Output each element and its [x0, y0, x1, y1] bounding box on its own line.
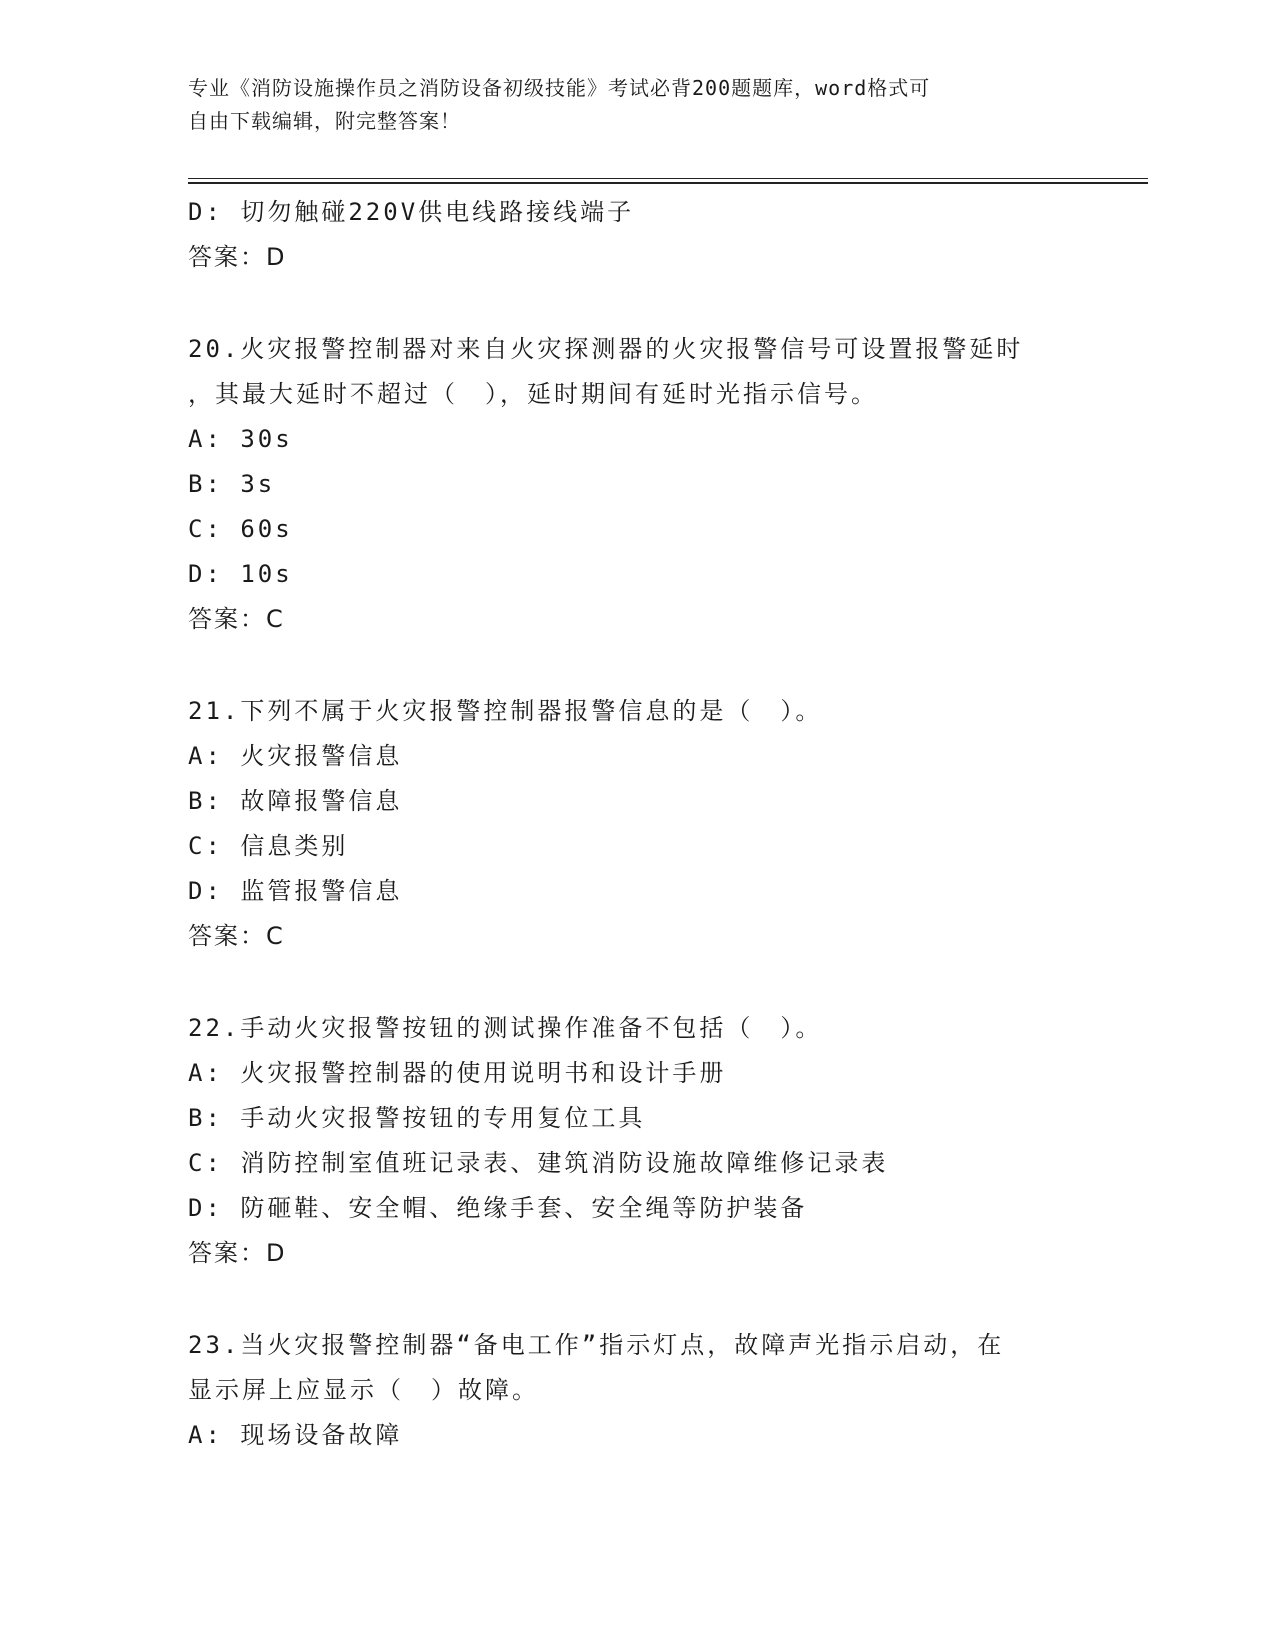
option-a: A: 现场设备故障 — [188, 1421, 403, 1449]
question-stem-line-1: 23.当火灾报警控制器“备电工作”指示灯点，故障声光指示启动，在 — [188, 1331, 1005, 1359]
option-d: D: 监管报警信息 — [188, 877, 403, 905]
question-stem-line-1: 20.火灾报警控制器对来自火灾探测器的火灾报警信号可设置报警延时 — [188, 335, 1024, 363]
option-d: D: 防砸鞋、安全帽、绝缘手套、安全绳等防护装备 — [188, 1194, 808, 1222]
question-22 — [188, 1006, 1088, 1276]
question-stem-line-2: 显示屏上应显示（ ）故障。 — [188, 1376, 539, 1404]
answer: 答案：C — [188, 605, 285, 633]
question-23 — [188, 1323, 1088, 1458]
option-d: D: 10s — [188, 560, 293, 588]
option-a: A: 火灾报警控制器的使用说明书和设计手册 — [188, 1059, 727, 1087]
option-c: C: 信息类别 — [188, 832, 349, 860]
question-21 — [188, 689, 1088, 959]
question-20 — [188, 327, 1088, 642]
option-a: A: 火灾报警信息 — [188, 742, 403, 770]
question-stem-line-2: ，其最大延时不超过（ ），延时期间有延时光指示信号。 — [188, 380, 878, 408]
header-divider-thin — [188, 178, 1148, 179]
answer: 答案：D — [188, 243, 287, 271]
question-stem-line-1: 22.手动火灾报警按钮的测试操作准备不包括（ ）。 — [188, 1014, 823, 1042]
question-list — [188, 190, 1088, 1458]
option-d: D: 切勿触碰220V供电线路接线端子 — [188, 198, 635, 226]
page-header — [188, 72, 1088, 138]
question-19-tail — [188, 190, 1088, 280]
option-b: B: 手动火灾报警按钮的专用复位工具 — [188, 1104, 646, 1132]
option-b: B: 3s — [188, 470, 276, 498]
header-line-1: 专业《消防设施操作员之消防设备初级技能》考试必背200题题库，word格式可 — [188, 76, 931, 100]
option-b: B: 故障报警信息 — [188, 787, 403, 815]
answer: 答案：D — [188, 1239, 287, 1267]
header-divider-thick — [188, 182, 1148, 184]
option-c: C: 60s — [188, 515, 293, 543]
question-stem-line-1: 21.下列不属于火灾报警控制器报警信息的是（ ）。 — [188, 697, 823, 725]
option-a: A: 30s — [188, 425, 293, 453]
answer: 答案：C — [188, 922, 285, 950]
header-line-2: 自由下载编辑，附完整答案！ — [188, 109, 461, 133]
option-c: C: 消防控制室值班记录表、建筑消防设施故障维修记录表 — [188, 1149, 889, 1177]
